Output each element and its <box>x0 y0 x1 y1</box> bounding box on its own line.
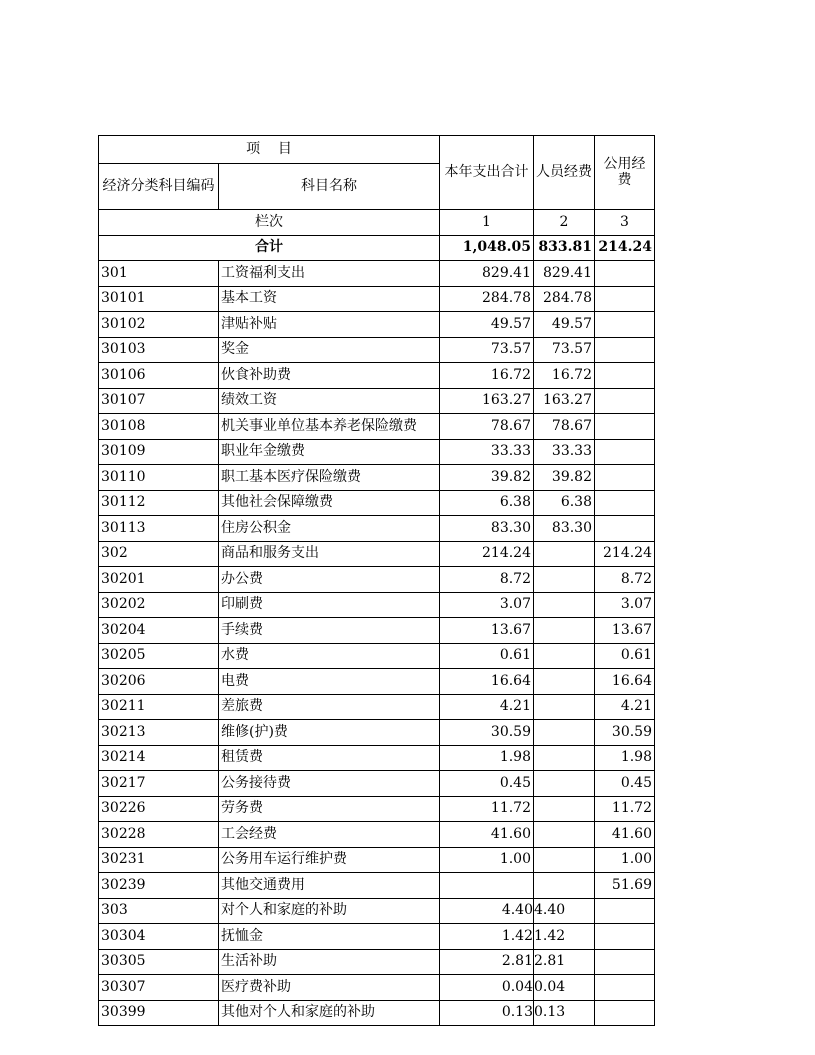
table-row <box>99 567 655 593</box>
cell-public: 214.24 <box>595 541 655 567</box>
cell-total: 1.42 <box>440 924 534 950</box>
cell-code: 30109 <box>99 439 219 465</box>
cell-public <box>595 414 655 440</box>
table-row <box>99 643 655 669</box>
cell-total: 4.21 <box>440 694 534 720</box>
cell-code: 30305 <box>99 949 219 975</box>
table-row <box>99 924 655 950</box>
personnel-header: 人员经费 <box>534 136 595 210</box>
cell-public: 8.72 <box>595 567 655 593</box>
cell-public: 13.67 <box>595 618 655 644</box>
cell-public: 51.69 <box>595 873 655 899</box>
cell-personnel: 0.13 <box>534 1000 595 1026</box>
cell-total: 83.30 <box>440 516 534 542</box>
cell-personnel: 16.72 <box>534 363 595 389</box>
cell-name: 伙食补助费 <box>219 363 440 389</box>
cell-name: 奖金 <box>219 337 440 363</box>
column-index-1: 1 <box>440 210 534 236</box>
cell-name: 劳务费 <box>219 796 440 822</box>
cell-code: 30213 <box>99 720 219 746</box>
cell-name: 其他社会保障缴费 <box>219 490 440 516</box>
cell-name: 公务用车运行维护费 <box>219 847 440 873</box>
cell-personnel: 39.82 <box>534 465 595 491</box>
cell-personnel <box>534 694 595 720</box>
cell-public <box>595 286 655 312</box>
cell-public <box>595 439 655 465</box>
cell-name: 住房公积金 <box>219 516 440 542</box>
cell-total: 16.72 <box>440 363 534 389</box>
cell-name: 维修(护)费 <box>219 720 440 746</box>
cell-code: 303 <box>99 898 219 924</box>
cell-name: 职工基本医疗保险缴费 <box>219 465 440 491</box>
cell-code: 30204 <box>99 618 219 644</box>
cell-personnel: 2.81 <box>534 949 595 975</box>
code-header: 经济分类科目编码 <box>99 164 219 210</box>
table-row <box>99 337 655 363</box>
cell-public <box>595 261 655 287</box>
cell-name: 对个人和家庭的补助 <box>219 898 440 924</box>
cell-total <box>440 873 534 899</box>
summary-public: 214.24 <box>595 235 655 261</box>
cell-personnel: 78.67 <box>534 414 595 440</box>
cell-code: 30202 <box>99 592 219 618</box>
table-row <box>99 796 655 822</box>
cell-total: 13.67 <box>440 618 534 644</box>
cell-code: 30106 <box>99 363 219 389</box>
cell-total: 16.64 <box>440 669 534 695</box>
cell-total: 214.24 <box>440 541 534 567</box>
cell-public <box>595 898 655 924</box>
cell-name: 办公费 <box>219 567 440 593</box>
table-row <box>99 949 655 975</box>
table-row <box>99 414 655 440</box>
cell-public: 0.45 <box>595 771 655 797</box>
table-row <box>99 439 655 465</box>
cell-name: 医疗费补助 <box>219 975 440 1001</box>
cell-name: 津贴补贴 <box>219 312 440 338</box>
table-row <box>99 286 655 312</box>
cell-name: 差旅费 <box>219 694 440 720</box>
cell-total: 284.78 <box>440 286 534 312</box>
cell-personnel: 4.40 <box>534 898 595 924</box>
cell-name: 公务接待费 <box>219 771 440 797</box>
column-index-2: 2 <box>534 210 595 236</box>
column-index-label: 栏次 <box>99 210 440 236</box>
cell-code: 30231 <box>99 847 219 873</box>
cell-personnel <box>534 643 595 669</box>
cell-name: 水费 <box>219 643 440 669</box>
total-header: 本年支出合计 <box>440 136 534 210</box>
cell-code: 30201 <box>99 567 219 593</box>
cell-code: 30399 <box>99 1000 219 1026</box>
table-row <box>99 363 655 389</box>
summary-total: 1,048.05 <box>440 235 534 261</box>
cell-name: 基本工资 <box>219 286 440 312</box>
cell-personnel <box>534 771 595 797</box>
cell-total: 41.60 <box>440 822 534 848</box>
table-row <box>99 898 655 924</box>
cell-personnel <box>534 618 595 644</box>
cell-code: 30226 <box>99 796 219 822</box>
table-row <box>99 1000 655 1026</box>
cell-code: 30307 <box>99 975 219 1001</box>
column-index-3: 3 <box>595 210 655 236</box>
table-row <box>99 592 655 618</box>
cell-public <box>595 490 655 516</box>
cell-total: 2.81 <box>440 949 534 975</box>
cell-personnel: 163.27 <box>534 388 595 414</box>
cell-personnel: 33.33 <box>534 439 595 465</box>
cell-personnel: 6.38 <box>534 490 595 516</box>
cell-total: 0.13 <box>440 1000 534 1026</box>
name-header: 科目名称 <box>219 164 440 210</box>
table-row <box>99 516 655 542</box>
cell-public: 3.07 <box>595 592 655 618</box>
table-row <box>99 541 655 567</box>
cell-total: 0.04 <box>440 975 534 1001</box>
table-row <box>99 771 655 797</box>
table-row <box>99 669 655 695</box>
cell-personnel: 83.30 <box>534 516 595 542</box>
cell-code: 30206 <box>99 669 219 695</box>
cell-total: 0.45 <box>440 771 534 797</box>
cell-total: 0.61 <box>440 643 534 669</box>
cell-name: 其他交通费用 <box>219 873 440 899</box>
cell-public: 41.60 <box>595 822 655 848</box>
cell-personnel <box>534 592 595 618</box>
table-row <box>99 873 655 899</box>
cell-public <box>595 924 655 950</box>
cell-public: 0.61 <box>595 643 655 669</box>
cell-code: 30107 <box>99 388 219 414</box>
cell-name: 职业年金缴费 <box>219 439 440 465</box>
cell-code: 301 <box>99 261 219 287</box>
cell-code: 30113 <box>99 516 219 542</box>
cell-total: 1.98 <box>440 745 534 771</box>
cell-personnel <box>534 822 595 848</box>
cell-total: 30.59 <box>440 720 534 746</box>
cell-total: 829.41 <box>440 261 534 287</box>
table-row <box>99 847 655 873</box>
cell-personnel <box>534 796 595 822</box>
cell-public <box>595 388 655 414</box>
cell-total: 8.72 <box>440 567 534 593</box>
cell-name: 抚恤金 <box>219 924 440 950</box>
cell-personnel <box>534 669 595 695</box>
summary-label: 合计 <box>99 235 440 261</box>
header-row-1 <box>99 136 655 164</box>
table-row <box>99 261 655 287</box>
cell-public <box>595 312 655 338</box>
cell-total: 39.82 <box>440 465 534 491</box>
cell-code: 30205 <box>99 643 219 669</box>
cell-total: 11.72 <box>440 796 534 822</box>
table-row <box>99 745 655 771</box>
cell-public: 4.21 <box>595 694 655 720</box>
cell-name: 生活补助 <box>219 949 440 975</box>
cell-personnel <box>534 873 595 899</box>
cell-total: 4.40 <box>440 898 534 924</box>
table-row <box>99 822 655 848</box>
table-row <box>99 312 655 338</box>
cell-personnel: 49.57 <box>534 312 595 338</box>
cell-total: 73.57 <box>440 337 534 363</box>
cell-total: 33.33 <box>440 439 534 465</box>
cell-public <box>595 465 655 491</box>
cell-name: 电费 <box>219 669 440 695</box>
cell-code: 30214 <box>99 745 219 771</box>
table-row <box>99 388 655 414</box>
cell-public: 1.00 <box>595 847 655 873</box>
cell-code: 30112 <box>99 490 219 516</box>
cell-name: 手续费 <box>219 618 440 644</box>
cell-public: 1.98 <box>595 745 655 771</box>
cell-personnel <box>534 541 595 567</box>
cell-personnel <box>534 720 595 746</box>
table-row <box>99 720 655 746</box>
cell-total: 6.38 <box>440 490 534 516</box>
cell-code: 30102 <box>99 312 219 338</box>
table-row <box>99 975 655 1001</box>
cell-personnel: 284.78 <box>534 286 595 312</box>
item-header: 项 目 <box>99 136 440 164</box>
cell-name: 商品和服务支出 <box>219 541 440 567</box>
cell-name: 工资福利支出 <box>219 261 440 287</box>
cell-personnel: 829.41 <box>534 261 595 287</box>
cell-personnel <box>534 847 595 873</box>
cell-name: 印刷费 <box>219 592 440 618</box>
cell-public: 16.64 <box>595 669 655 695</box>
cell-public <box>595 516 655 542</box>
cell-code: 30110 <box>99 465 219 491</box>
cell-code: 30239 <box>99 873 219 899</box>
table-row <box>99 618 655 644</box>
cell-personnel: 73.57 <box>534 337 595 363</box>
cell-code: 30211 <box>99 694 219 720</box>
cell-personnel <box>534 745 595 771</box>
cell-public <box>595 949 655 975</box>
cell-public <box>595 1000 655 1026</box>
cell-code: 30304 <box>99 924 219 950</box>
table-row <box>99 490 655 516</box>
cell-code: 30101 <box>99 286 219 312</box>
cell-code: 30228 <box>99 822 219 848</box>
cell-public <box>595 363 655 389</box>
cell-public: 30.59 <box>595 720 655 746</box>
cell-public <box>595 975 655 1001</box>
cell-code: 30217 <box>99 771 219 797</box>
cell-total: 78.67 <box>440 414 534 440</box>
cell-personnel: 0.04 <box>534 975 595 1001</box>
cell-name: 机关事业单位基本养老保险缴费 <box>219 414 440 440</box>
table-row <box>99 694 655 720</box>
cell-total: 3.07 <box>440 592 534 618</box>
cell-personnel <box>534 567 595 593</box>
column-index-row <box>99 210 655 236</box>
expenditure-table <box>98 135 655 1026</box>
cell-code: 30103 <box>99 337 219 363</box>
cell-name: 绩效工资 <box>219 388 440 414</box>
table-row <box>99 465 655 491</box>
cell-total: 49.57 <box>440 312 534 338</box>
summary-personnel: 833.81 <box>534 235 595 261</box>
cell-total: 1.00 <box>440 847 534 873</box>
summary-row <box>99 235 655 261</box>
cell-name: 其他对个人和家庭的补助 <box>219 1000 440 1026</box>
cell-personnel: 1.42 <box>534 924 595 950</box>
cell-public: 11.72 <box>595 796 655 822</box>
cell-name: 工会经费 <box>219 822 440 848</box>
cell-code: 30108 <box>99 414 219 440</box>
public-header: 公用经费 <box>595 136 655 210</box>
cell-public <box>595 337 655 363</box>
cell-total: 163.27 <box>440 388 534 414</box>
cell-code: 302 <box>99 541 219 567</box>
cell-name: 租赁费 <box>219 745 440 771</box>
